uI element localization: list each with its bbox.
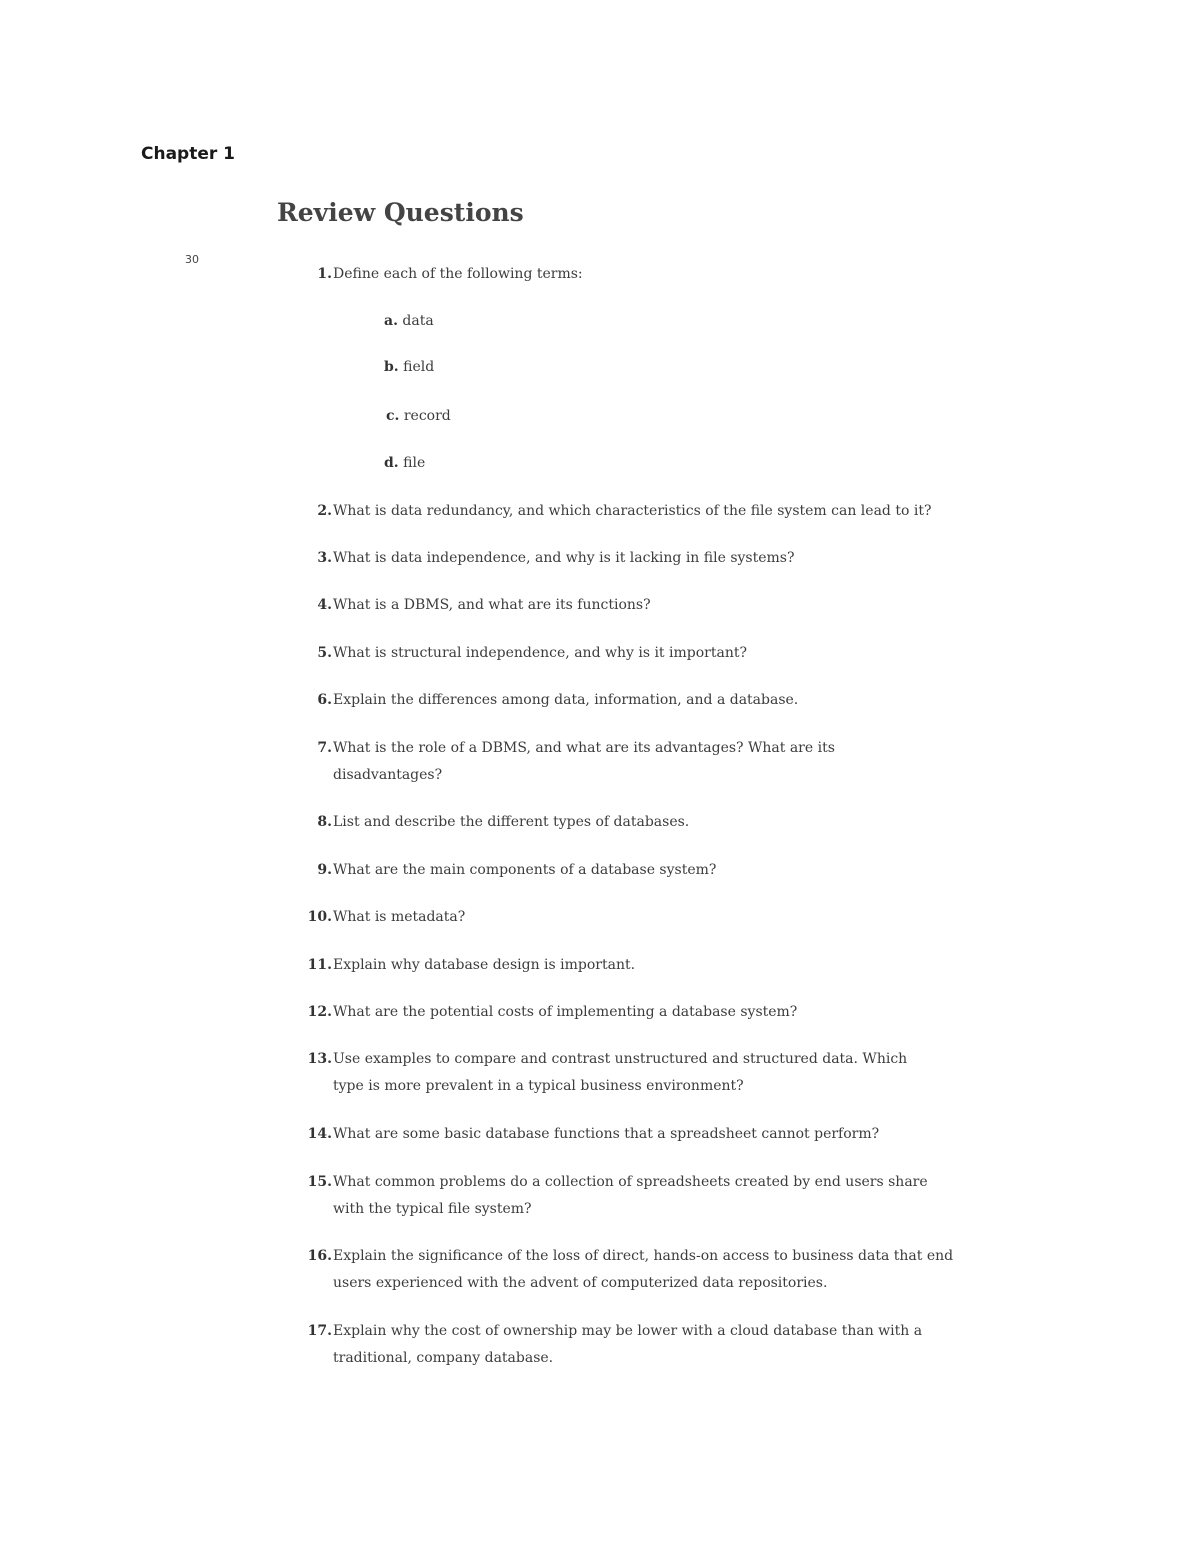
question-number: 9. [317, 862, 332, 878]
question-item [300, 1121, 960, 1148]
question-number: 4. [317, 597, 332, 613]
question-text: Explain why database design is important. [333, 957, 636, 973]
question-text: Explain the significance of the loss of direct, hands-on access to business data that end users experienced with the advent of computerized data repositories. [333, 1248, 954, 1291]
question-number: 17. [307, 1323, 332, 1339]
question-number: 14. [307, 1126, 332, 1142]
question-text: Explain the differences among data, information, and a database. [333, 692, 799, 708]
subterm-text: record [403, 408, 451, 424]
question-item [300, 687, 960, 714]
question-item [300, 735, 860, 789]
page-title: Review Questions [277, 198, 524, 227]
question-number: 2. [317, 503, 332, 519]
question-item [300, 952, 960, 979]
question-text: List and describe the different types of databases. [333, 814, 690, 830]
question-text: What is a DBMS, and what are its functions? [333, 597, 651, 613]
question-number: 13. [307, 1051, 332, 1067]
subterm-text: file [403, 455, 426, 471]
question-text: Explain why the cost of ownership may be lower with a cloud database than with a traditional, company database. [333, 1323, 923, 1366]
question-number: 15. [307, 1174, 332, 1190]
question-item [300, 1243, 960, 1297]
question-number: 16. [307, 1248, 332, 1264]
question-item [300, 904, 960, 931]
question-text: What is data independence, and why is it lacking in file systems? [333, 550, 795, 566]
question-item [300, 809, 960, 836]
question-item [300, 545, 960, 572]
page-number: 30 [185, 253, 199, 266]
question-text: What is metadata? [333, 909, 466, 925]
question-text: What is the role of a DBMS, and what are its advantages? What are its disadvantages? [333, 740, 835, 783]
question-number: 6. [317, 692, 332, 708]
question-number: 11. [307, 957, 332, 973]
subterm-item [386, 403, 451, 430]
question-item [300, 1046, 940, 1100]
question-item [300, 592, 960, 619]
chapter-heading: Chapter 1 [141, 144, 236, 164]
question-item [300, 1169, 960, 1223]
question-text: What common problems do a collection of spreadsheets created by end users share with the typical file system? [333, 1174, 928, 1217]
question-item [300, 857, 960, 884]
question-text: What are the potential costs of implementing a database system? [333, 1004, 798, 1020]
question-number: 1. [317, 266, 332, 282]
question-number: 3. [317, 550, 332, 566]
subterm-letter: a. [384, 313, 398, 329]
subterm-text: field [403, 359, 435, 375]
question-text: What are the main components of a database system? [333, 862, 717, 878]
question-text: Use examples to compare and contrast unstructured and structured data. Which type is more prevalent in a typical business environment? [333, 1051, 908, 1094]
question-text: What are some basic database functions that a spreadsheet cannot perform? [333, 1126, 880, 1142]
question-item [300, 640, 960, 667]
question-number: 8. [317, 814, 332, 830]
question-item [300, 261, 960, 288]
subterm-item [384, 354, 434, 381]
question-number: 10. [307, 909, 332, 925]
question-number: 5. [317, 645, 332, 661]
question-number: 12. [307, 1004, 332, 1020]
question-item [300, 999, 960, 1026]
subterm-letter: c. [386, 408, 400, 424]
subterm-text: data [402, 313, 434, 329]
question-item [300, 498, 960, 525]
subterm-letter: d. [384, 455, 399, 471]
question-text: What is structural independence, and why is it important? [333, 645, 747, 661]
subterm-item [384, 450, 425, 477]
question-text: What is data redundancy, and which characteristics of the file system can lead to it? [333, 503, 932, 519]
subterm-letter: b. [384, 359, 399, 375]
question-item [300, 1318, 960, 1372]
question-text: Define each of the following terms: [333, 266, 583, 282]
question-number: 7. [317, 740, 332, 756]
subterm-item [384, 308, 434, 335]
